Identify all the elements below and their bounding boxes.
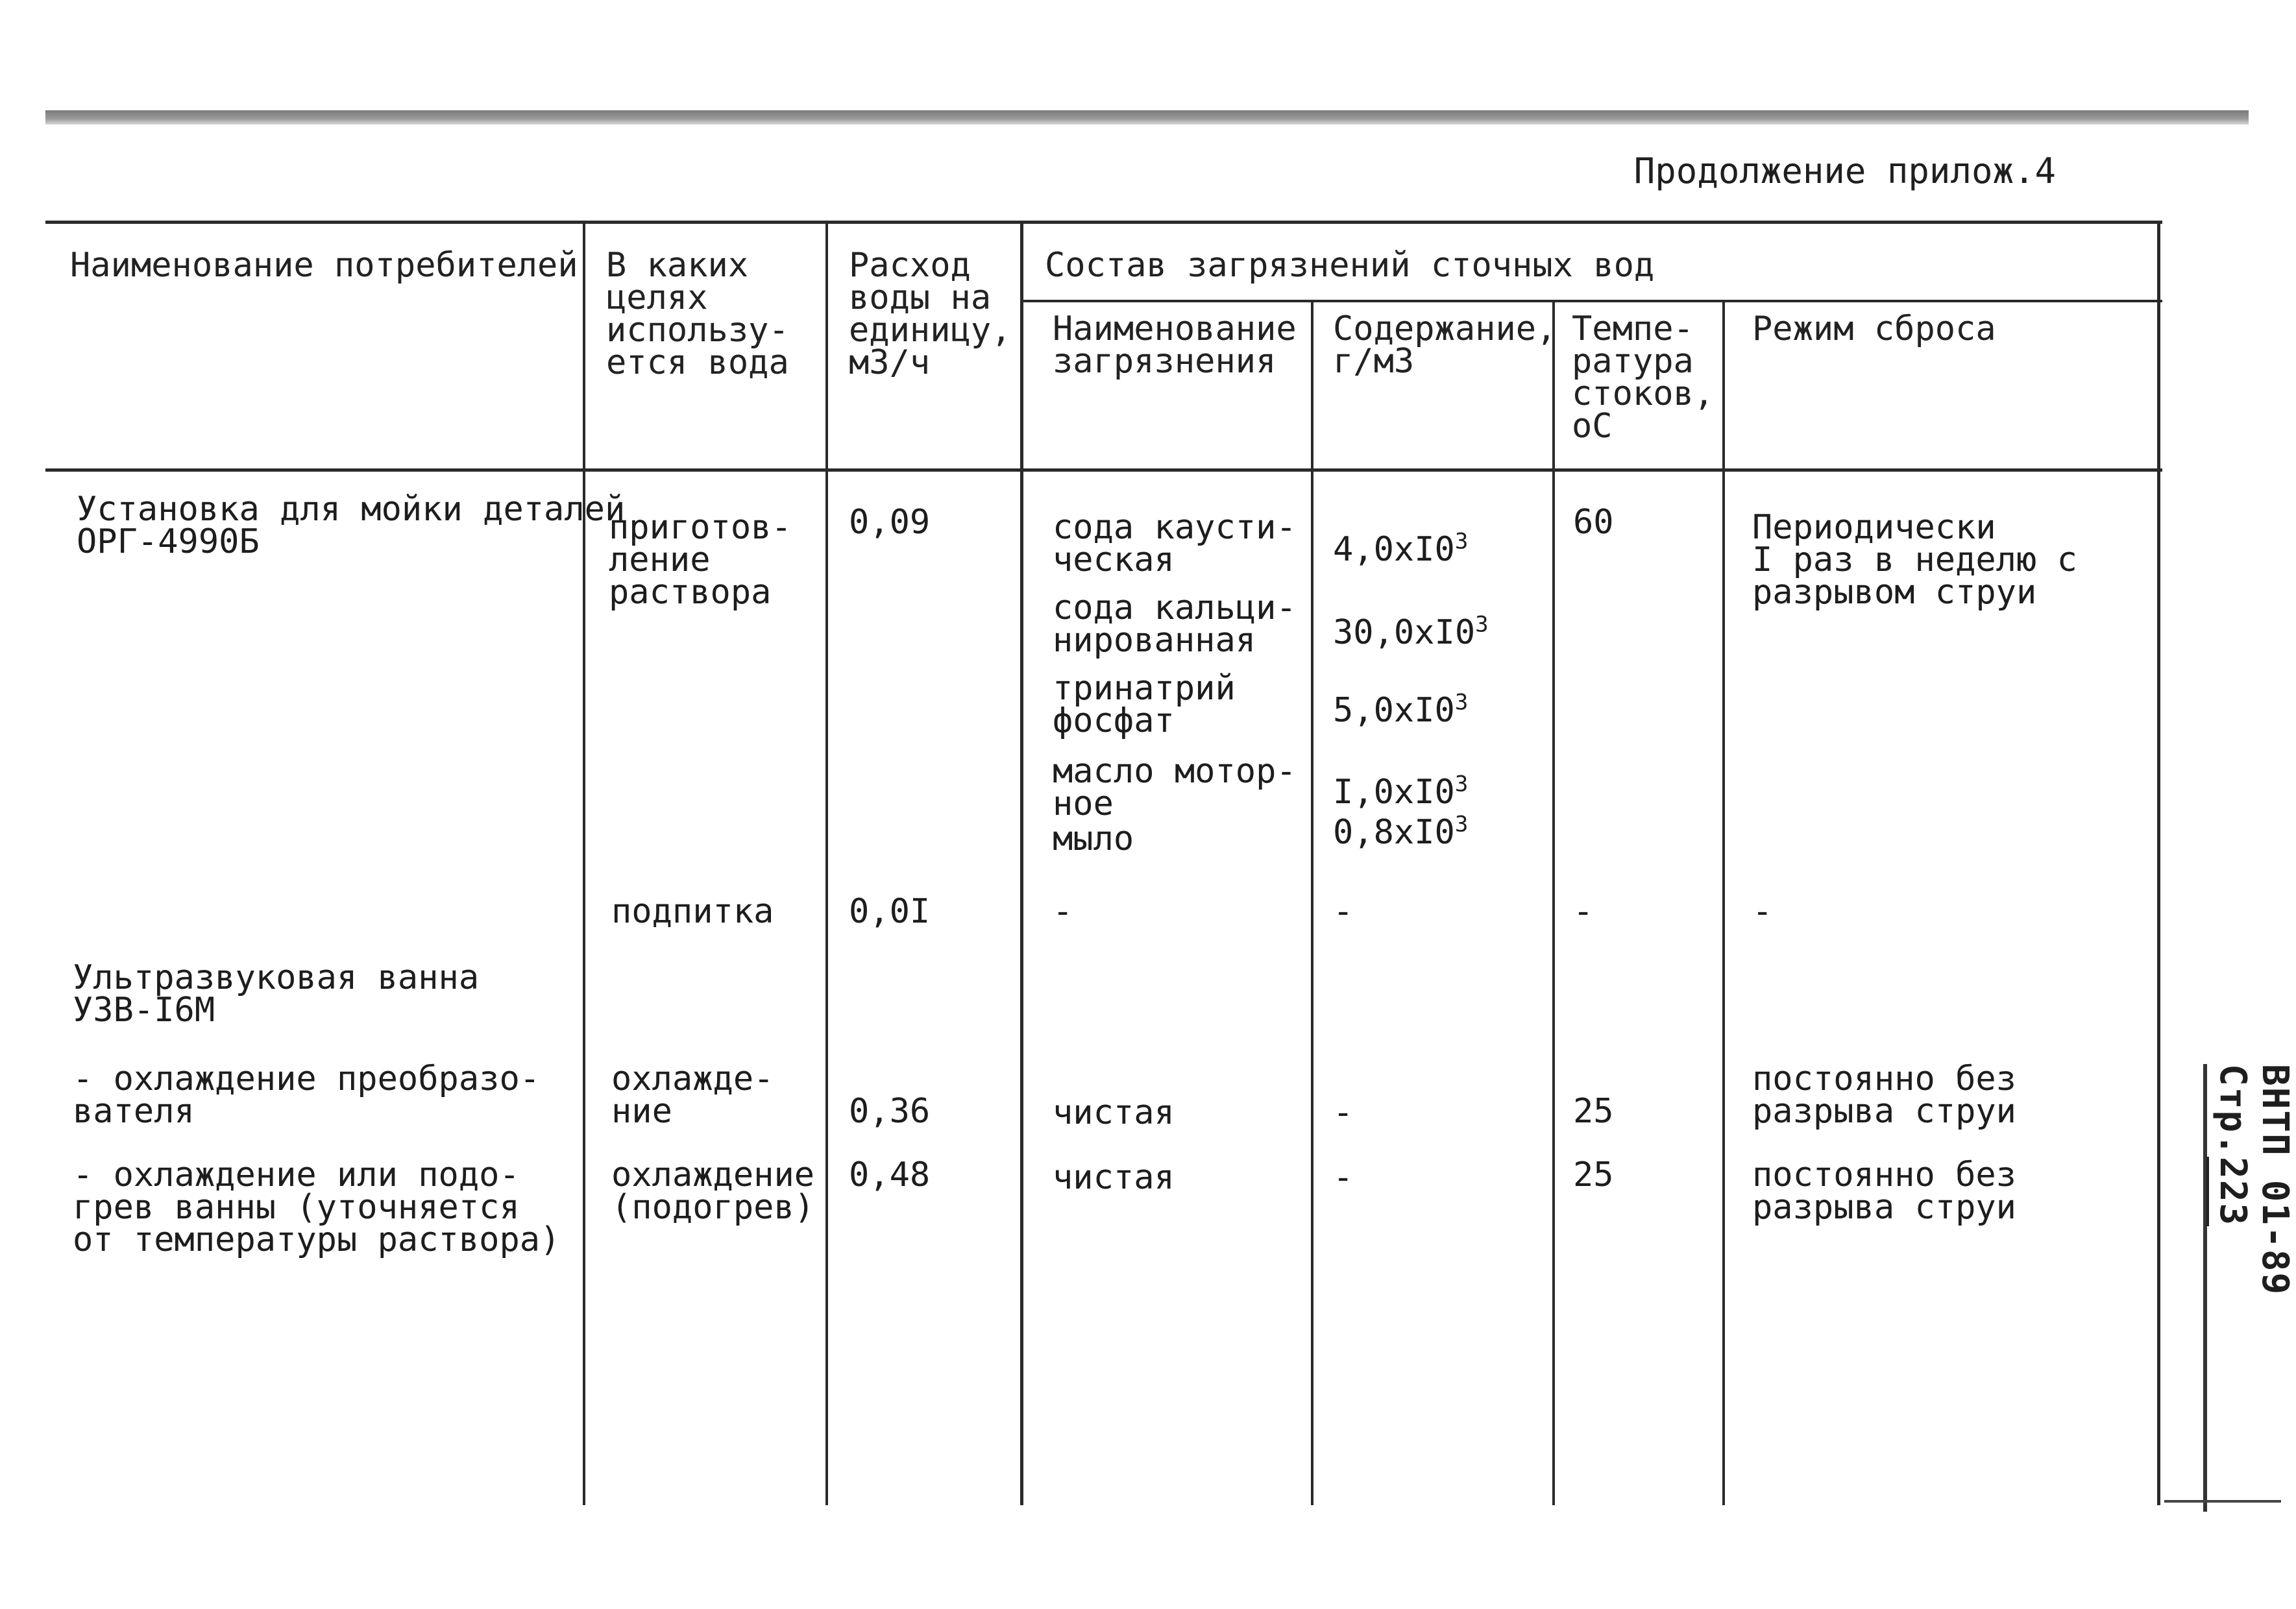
row1-water-rate: 0,09 [849,503,931,542]
row2-pollutant: - [1053,892,1073,931]
header-consumer-name: Наименование потребителей [70,246,578,285]
row5-discharge-mode: постоянно без разрыва струи [1752,1155,2016,1227]
side-margin-rule [2203,1064,2207,1512]
scan-top-edge [45,110,2249,125]
row1-purpose: приготов- ление раствора [609,508,792,612]
row1-content-3: $5,0хI0^3$ [1333,689,1469,730]
group-header-line [1020,300,2162,302]
row1-pollutant-1: сода каусти- ческая [1053,508,1297,579]
row5-water-rate: 0,48 [849,1155,931,1194]
row1-consumer-name: Установка для мойки деталей ОРГ-4990Б [77,490,626,561]
col-divider-4 [1311,300,1313,1505]
row3-consumer-name: Ультразвуковая ванна УЗВ-I6М [73,958,480,1030]
col-divider-3 [1020,221,1023,1505]
col-divider-6 [1722,300,1725,1505]
header-water-rate: Расход воды на единицу, м3/ч [849,246,1012,382]
row4-water-rate: 0,36 [849,1092,931,1131]
row4-purpose: охлажде- ние [611,1059,774,1131]
row5-pollutant: чистая [1053,1158,1175,1197]
side-margin-foot [2164,1500,2281,1503]
row2-purpose: подпитка [611,892,774,931]
row1-content-1: $4,0хI0^3$ [1333,528,1469,569]
header-pollution-group: Состав загрязнений сточных вод [1045,246,1655,285]
pollution-table [45,221,2161,1505]
row4-temperature: 25 [1573,1092,1614,1131]
row1-pollutant-3: тринатрий фосфат [1053,669,1236,740]
header-temperature: Темпе- ратура стоков, oC [1572,309,1715,446]
row1-content-4: $I,0хI0^3$ [1333,771,1469,812]
col-divider-right [2157,221,2160,1505]
row2-water-rate: 0,0I [849,892,931,931]
row4-discharge-mode: постоянно без разрыва струи [1752,1059,2016,1131]
col-divider-2 [825,221,828,1505]
row1-content-5: $0,8хI0^3$ [1333,811,1469,852]
col-divider-1 [583,221,585,1505]
row1-pollutant-2: сода кальци- нированная [1053,588,1297,660]
row1-pollutant-4: масло мотор- ное [1053,752,1297,823]
row1-discharge-mode: Периодически I раз в неделю с разрывом струи [1752,508,2077,612]
row2-content: - [1333,892,1354,931]
header-water-purpose: В каких целях использу- ется вода [606,246,789,382]
document-code: ВНТП 01-89 Стр. [2212,1064,2296,1296]
row5-consumer-name: - охлаждение или подо- грев ванны (уточняется от температуры раствора) [73,1155,561,1259]
continuation-note: Продолжение прилож.4 [1633,151,2056,191]
row5-temperature: 25 [1573,1155,1614,1194]
document-code-page-number [2212,1064,2296,1453]
header-pollutant-content: Содержание, г/м3 [1333,309,1557,381]
row2-discharge-mode: - [1752,892,1773,931]
header-discharge-mode: Режим сброса [1752,309,1996,348]
header-bottom-line [45,468,2162,472]
row4-pollutant: чистая [1053,1093,1175,1132]
col-divider-5 [1552,300,1555,1505]
row1-content-2: $30,0хI0^3$ [1333,611,1489,652]
header-pollutant-name: Наименование загрязнения [1053,309,1297,381]
row1-temperature: 60 [1573,503,1614,542]
table-top-line [45,221,2162,224]
row5-content: - [1333,1158,1354,1197]
row5-purpose: охлаждение (подогрев) [611,1155,815,1227]
row4-content: - [1333,1093,1354,1132]
page-number: 223 [2206,1157,2254,1226]
row1-pollutant-5: мыло [1053,819,1134,858]
row4-consumer-name: - охлаждение преобразо- вателя [73,1059,541,1131]
row2-temperature: - [1573,892,1594,931]
